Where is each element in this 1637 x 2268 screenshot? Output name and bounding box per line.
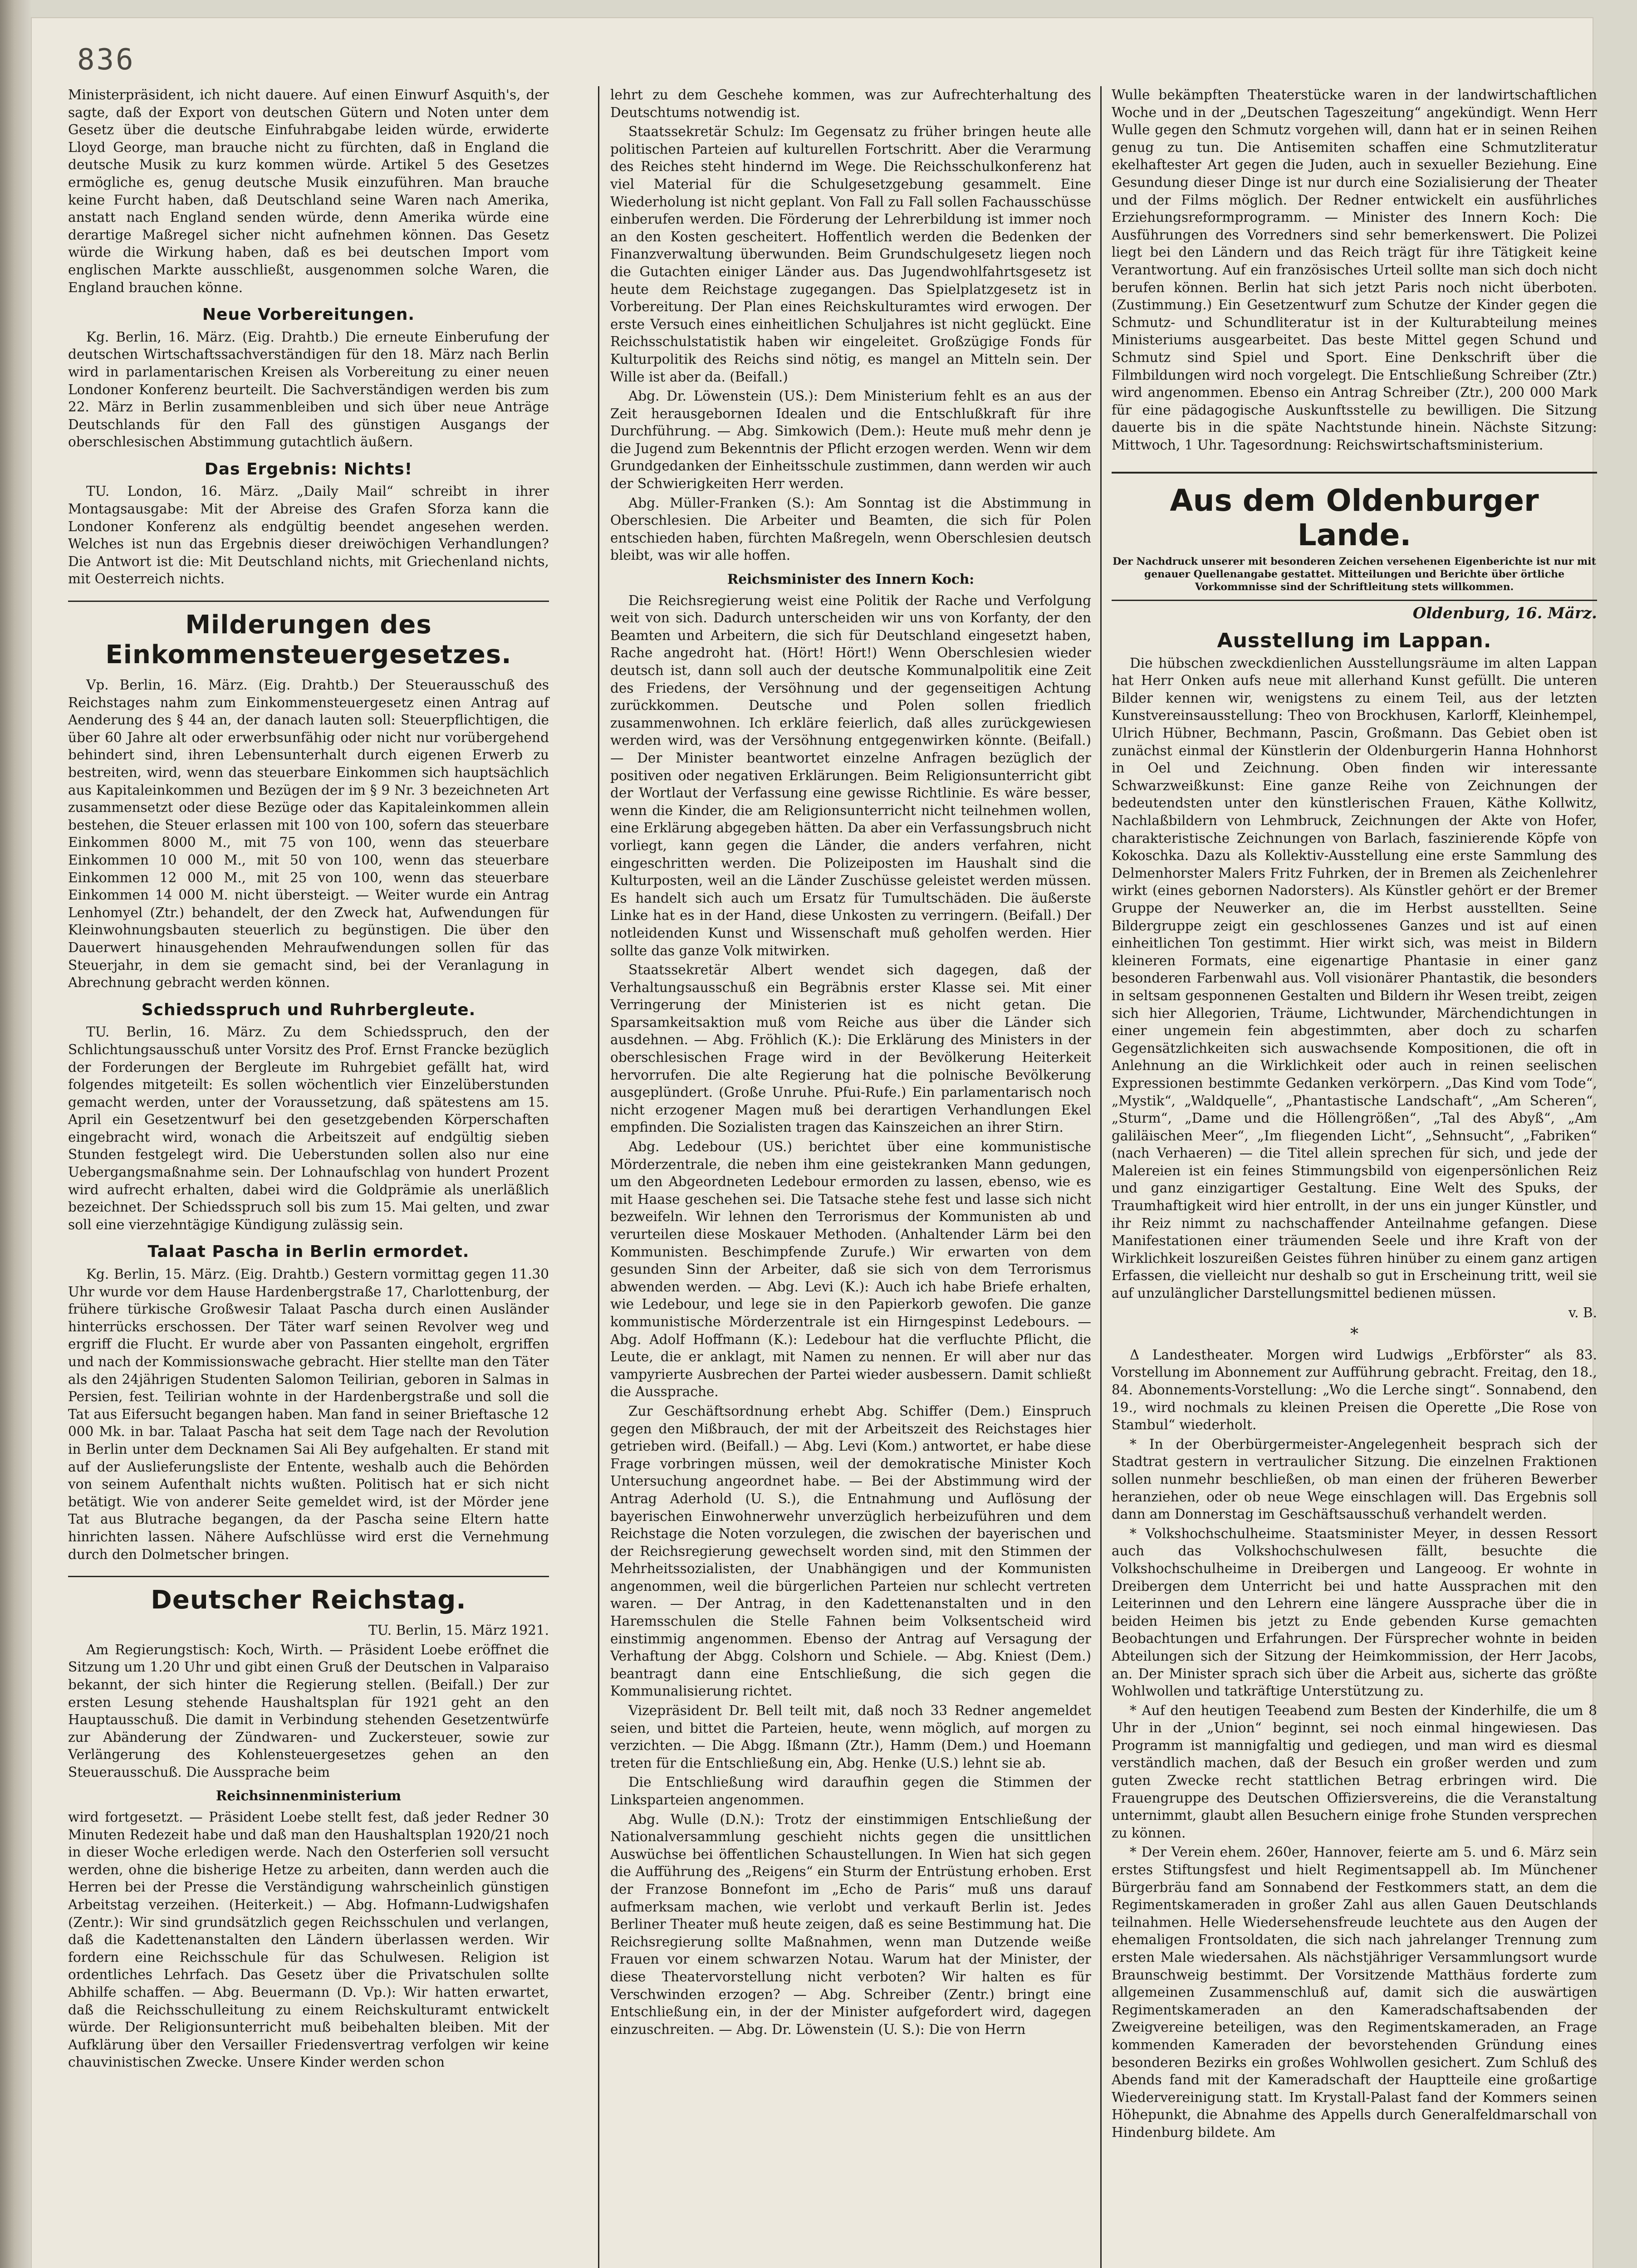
paragraph: wird fortgesetzt. — Präsident Loebe stellt fest, daß jeder Redner 30 Minuten Redezeit habe und daß man den Haushaltsplan 1920/21 noch in dieser Woche erledigen werde. Nach den Osterferien soll versucht werden, ohne die bisherige Hetze zu arbeiten, dann werden auch die Herren bei der Presse die Verständigung wahrscheinlich günstigen Arbeitstag verzeihen. (Heiterkeit.) — Abg. Hofmann-Ludwigshafen (Zentr.): Wir sind grundsätzlich gegen Reichsschulen und verlangen, daß die Kadettenanstalten den Ländern überlassen werden. Wir fordern eine Reichsschule für das Schulwesen. Religion ist ordentliches Lehrfach. Das Gesetz über die Privatschulen sollte Abhilfe schaffen. — Abg. Beuermann (D. Vp.): Wir hatten erwartet, daß die Reichsschulleitung zu einem Reichskulturamt entwickelt würde. Der Religionsunterricht muß beibehalten bleiben. Mit der Aufklärung über den Versailler Friedensvertrag verfolgen wir keine chauvinistischen Zwecke. Unsere Kinder werden schon <box>68 1809 549 2070</box>
paragraph: Ministerpräsident, ich nicht dauere. Auf einen Einwurf Asquith's, der sagte, daß der Export von deutschen Gütern und Noten unter dem Gesetz über die deutsche Einfuhrabgabe leiden würde, erwiderte Lloyd George, man brauche nicht zu fürchten, daß in England die deutsche Musik zu kurz kommen würde. Artikel 5 des Gesetzes ermögliche es, genug deutsche Musik einzuführen. Man brauche keine Furcht haben, daß Deutschland seine Waren nach Amerika, anstatt nach England senden würde, denn Amerika würde eine derartige Maßregel sicher nicht aufnehmen können. Das Gesetz würde die Wirkung haben, daß es bei deutschen Import vom englischen Markte ausschließt, ausgenommen solche Waren, die England brauchen könne. <box>68 87 549 295</box>
paragraph: lehrt zu dem Geschehe kommen, was zur Aufrechterhaltung des Deutschtums notwendig ist. <box>610 87 1091 120</box>
paragraph: Vizepräsident Dr. Bell teilt mit, daß noch 33 Redner angemeldet seien, und bittet die Parteien, heute, wenn möglich, auf morgen zu verzichten. — Die Abgg. Ißmann (Ztr.), Hamm (Dem.) und Hoemann treten für die Entschließung ein, Abg. Henke (U.S.) lehnt sie ab. <box>610 1703 1091 1771</box>
paragraph: * In der Oberbürgermeister-Angelegenheit besprach sich der Stadtrat gestern in vertraulicher Sitzung. Die einzelnen Fraktionen sollen nunmehr beschließen, ob man einen der früheren Bewerber heranziehen, oder ob neue Wege einschlagen will. Das Ergebnis soll dann am Donnerstag im Geschäftsausschuß verhandelt werden. <box>1112 1436 1597 1522</box>
dateline-oldenburg: Oldenburg, 16. März. <box>1412 604 1597 623</box>
headline-neue-vorbereitungen: Neue Vorbereitungen. <box>202 305 415 324</box>
headline-ergebnis-nichts: Das Ergebnis: Nichts! <box>204 459 413 479</box>
paragraph: Kg. Berlin, 16. März. (Eig. Drahtb.) Die erneute Einberufung der deutschen Wirtschaftssachverständigen für den 18. März nach Berlin wird in parlamentarischen Kreisen als Vorbereitung zu einer neuen Londoner Konferenz beurteilt. Die Sachverständigen werden bis zum 22. März in Berlin zusammenbleiben und sich über neue Anträge Deutschlands für den Fall des günstigen Ausgangs der oberschlesischen Abstimmung gutachtlich äußern. <box>68 329 549 450</box>
page-number: 836 <box>77 43 135 77</box>
column-rule <box>598 86 599 2268</box>
paragraph: Abg. Dr. Löwenstein (US.): Dem Ministerium fehlt es an aus der Zeit herausgebornen Idealen und die Entschlußkraft für ihre Durchführung. — Abg. Simkowich (Dem.): Heute muß mehr denn je die Jugend zum Bekenntnis der Pflicht erzogen werden. Wenn wir dem Grundgedanken der Einheitsschule zustimmen, dann werden wir auch der Schwierigkeiten Herr werden. <box>610 388 1091 492</box>
headline-einkommensteuer: Milderungen des Einkommensteuergesetzes. <box>68 601 549 670</box>
column-1 <box>68 86 549 2073</box>
paragraph: Die hübschen zweckdienlichen Ausstellungsräume im alten Lappan hat Herr Onken aufs neue mit allerhand Kunst gefüllt. Die unteren Bilder kennen wir, wenigstens zu einem Teil, aus der letzten Kunstvereinsausstellung: Theo von Brockhusen, Karlorff, Kleinhempel, Ulrich Hübner, Bechmann, Pascin, Großmann. Das Gebiet oben ist zunächst einmal der Künstlerin der Oldenburgerin Hanna Hohnhorst in Oel und Zeichnung. Oben finden wir interessante Schwarzweißkunst: Eine ganze Reihe von Zeichnungen der bedeutendsten unter den künstlerischen Frauen, Käthe Kollwitz, Nachlaßbildern von Lehmbruck, Zeichnungen der Akte von Hofer, charakteristische Zeichnungen von Barlach, faszinierende Köpfe von Kokoschka. Dazu als Kollektiv-Ausstellung eine erste Sammlung des Delmenhorster Malers Fritz Fuhrken, der in Bremen als Zeichenlehrer wirkt (eines gebornen Nadorsters). Als Künstler gehört er der Bremer Gruppe der Neuwerker an, die im Herbst ausstellten. Seine Bildergruppe zeigt ein geschlossenes Ganzes und ist auf einen einheitlichen Ton gestimmt. Hier wirkt sich, was meist in Bildern kleineren Formats, eine eigenartige Phantasie in einer ganz besonderen Farbenwahl aus. Voll visionärer Phantastik, die besonders in seltsam gesponnenen Gestalten und Bildern ihr Wesen treibt, zeigen sich hier Allegorien, Träume, Lichtwunder, Märchendichtungen in einer ungemein fein abgestimmten, aber doch zu scharfen Gegensätzlichkeiten sich auswachsende Kompositionen, die oft in Anlehnung an die Wirklichkeit oder auch in reinen seelischen Expressionen bestimmte Gedanken verkörpern. „Das Kind vom Tode“, „Mystik“, „Waldquelle“, „Phantastische Landschaft“, „Am Scheren“, „Sturm“, „Dame und die Höllengrößen“, „Tal des Abyß“, „Am galiläischen Meer“, „Im fliegenden Licht“, „Sehnsucht“, „Fabriken“ (nach Verhaeren) — die Titel allein sprechen für sich, und jede der Malereien ist ein feines Stimmungsbild von eigenpersönlichen Reiz und ganz einzigartiger Gestaltung. Eine Welt des Spuks, der Traumhaftigkeit wird hier entrollt, in der uns ein junger Künstler, und ihr Reiz nimmt zu nachschaffender Anteilnahme gefangen. Diese Manifestationen einer träumenden Seele und ihre Kraft von der Wirklichkeit loszureißen Geistes führen hinüber zu einem ganz artigen Erfassen, die vielleicht nur deshalb so gut in Erscheinung tritt, weil sie auf unzulänglicher Darstellungsmittel bedienen müssen. <box>1112 655 1597 1301</box>
headline-oldenburger-lande: Aus dem Oldenburger Lande. <box>1112 472 1597 552</box>
paragraph: Abg. Müller-Franken (S.): Am Sonntag ist die Abstimmung in Oberschlesien. Die Arbeiter und Beamten, die sich für Polen entschieden haben, fürchten Maßregeln, wenn Oberschlesien deutsch bleibt, was wir alle hoffen. <box>610 495 1091 563</box>
divider <box>1112 600 1597 601</box>
paragraph: Zur Geschäftsordnung erhebt Abg. Schiffer (Dem.) Einspruch gegen den Mißbrauch, der mit der Arbeitszeit des Reichstages hier getrieben wird. (Beifall.) — Abg. Levi (Kom.) antwortet, er habe diese Frage vorbringen müssen, weil der demokratische Minister Koch Untersuchung angeordnet habe. — Bei der Abstimmung wird der Antrag Aderhold (U. S.), die Entnahmung und Auflösung der bayerischen Einwohnerwehr unverzüglich herbeizuführen und dem Reichstage die Noten vorzulegen, die zwischen der bayerischen und der Reichsregierung gewechselt worden sind, mit den Stimmen der Mehrheitssozialisten, der Unabhängigen und der Kommunisten angenommen, weil die bürgerlichen Parteien nur schlecht vertreten waren. — Der Antrag, in den Kadettenanstalten und in den Haremsschulen die Stelle Fahnen beim Volksentscheid wird einstimmig angenommen. Ebenso der Antrag auf Versagung der Verhaftung der Abgg. Colshorn und Schiele. — Abg. Kniest (Dem.) beantragt dann eine Entschließung, die sich gegen die Kommunalisierung richtet. <box>610 1403 1091 1699</box>
dateline: TU. Berlin, 15. März 1921. <box>368 1623 549 1638</box>
paragraph: * Volkshochschulheime. Staatsminister Meyer, in dessen Ressort auch das Volkshochschulwesen fällt, besuchte die Volkshochschulheime in Dreibergen und Langeoog. Er wohnte in Dreibergen dem Unterricht bei und hatte Aussprachen mit den Leiterinnen und den Lehrern eine längere Aussprache über die in beiden Heimen bis jetzt zu Ende gebenden Kurse gemachten Beobachtungen und Erfahrungen. Der Fürsprecher wohnte in beiden Abteilungen sich der Sitzung der Heimkommission, der Herr Jacobs, an. Der Minister sprach sich über die Arbeit aus, sicherte das größte Wohlwollen und tatkräftige Unterstützung zu. <box>1112 1525 1597 1699</box>
book-binding <box>0 0 32 2268</box>
paragraph: Abg. Ledebour (US.) berichtet über eine kommunistische Mörderzentrale, die neben ihm eine geistekranken Mann gedungen, um den Abgeordneten Ledebour ermorden zu lassen, ebenso, wie es mit Haase geschehen sei. Die Tatsache stehe fest und lasse sich nicht bezweifeln. Wir lehnen den Terrorismus der Kommunisten ab und verurteilen diese Moskauer Methoden. (Anhaltender Lärm bei den Kommunisten. Beschimpfende Zurufe.) Wir erwarten von dem gesunden Sinn der Arbeiter, daß sie sich von dem Terrorismus abwenden werden. — Abg. Levi (K.): Auch ich habe Briefe erhalten, wie Ledebour, und lege sie in den Papierkorb gewofen. Die ganze kommunistische Mörderzentrale ist ein Hirngespinst Ledebours. — Abg. Adolf Hoffmann (K.): Ledebour hat die verfluchte Pflicht, die Leute, die er anklagt, mit Namen zu nennen. Er will aber nur das vampyrierte Ausbrechen der Partei wieder ausbessern. Damit schließt die Aussprache. <box>610 1139 1091 1400</box>
paragraph: Am Regierungstisch: Koch, Wirth. — Präsident Loebe eröffnet die Sitzung um 1.20 Uhr und gibt einen Gruß der Deutschen in Valparaiso bekannt, der sich hinter die Regierung stellen. (Beifall.) Der zur ersten Lesung stehende Haushaltsplan für 1921 geht an den Hauptausschuß. Die damit in Verbindung stehenden Gesetzentwürfe zur Abänderung der Zündwaren- und Zuckersteuer, sowie zur Verlängerung des Kohlensteuergesetzes gehen an den Steuerausschuß. Die Aussprache beim <box>68 1642 549 1780</box>
paragraph: Die Reichsregierung weist eine Politik der Rache und Verfolgung weit von sich. Dadurch unterscheiden wir uns von Korfanty, der den Beamten und Arbeitern, die sich für Deutschland eingesetzt haben, Rache angedroht hat. (Hört! Hört!) Wenn Oberschlesien wieder deutsch ist, dann soll auch der deutsche Kommunalpolitik eine Zeit des Friedens, der Versöhnung und der gegenseitigen Achtung zurückkommen. Deutsche und Polen sollen friedlich zusammenwohnen. Ich erkläre feierlich, daß alles zurückgewiesen werden wird, was der Versöhnung entgegenwirken könnte. (Beifall.) — Der Minister beantwortet einzelne Anfragen bezüglich der positiven oder negativen Erklärungen. Beim Religionsunterricht gibt der Wortlaut der Verfassung eine gewisse Richtlinie. Es wäre besser, wenn die Kinder, die am Religionsunterricht nicht teilnehmen wollen, eine Erklärung abgegeben hätten. Da aber ein Verfassungsbruch nicht vorliegt, kann gegen die Länder, die anders verfahren, nicht eingeschritten werden. Die Polizeiposten im Haushalt sind die Kulturposten, weil an die Länder Zuschüsse geleistet werden müssen. Es handelt sich auch um Ersatz für Tumultschäden. Die äußerste Linke hat es in der Hand, diese Unkosten zu verringern. (Beifall.) Der notleidenden Kunst und Wissenschaft muß geholfen werden. Hier sollte das ganze Volk mitwirken. <box>610 592 1091 958</box>
signature: v. B. <box>1568 1305 1597 1320</box>
paragraph: TU. Berlin, 16. März. Zu dem Schiedsspruch, den der Schlichtungsausschuß unter Vorsitz des Prof. Ernst Francke bezüglich der Forderungen der Bergleute im Ruhrgebiet gefällt hat, wird folgendes mitgeteilt: Es sollen wöchentlich vier Einzelüberstunden gemacht werden, unter der Voraussetzung, daß spätestens am 15. April ein Gesetzentwurf bei den gesetzgebenden Körperschaften eingebracht wird, wonach die Arbeitszeit auf endgültig sieben Stunden festgelegt wird. Die Ueberstunden sollen also nur eine Uebergangsmaßnahme sein. Der Lohnaufschlag von hundert Prozent wird aufrecht erhalten, dabei wird die Goldprämie als unerläßlich bezeichnet. Der Schiedsspruch soll bis zum 15. Mai gelten, und zwar soll eine vierzehntägige Kündigung zulässig sein. <box>68 1024 549 1232</box>
paragraph: Wulle bekämpften Theaterstücke waren in der landwirtschaftlichen Woche und in der „Deutschen Tageszeitung“ angekündigt. Wenn Herr Wulle gegen den Schmutz vorgehen will, dann hat er in seinen Reihen genug zu tun. Die Antisemiten schaffen eine Schmutzliteratur ekelhaftester Art gegen die Juden, auch in sexueller Beziehung. Eine Gesundung dieser Dinge ist nur durch eine Sozialisierung der Theater und der Films möglich. Der Redner entwickelt ein ausführliches Erziehungsreformprogramm. — Minister des Innern Koch: Die Ausführungen des Vorredners sind sehr bemerkenswert. Die Polizei liegt bei den Ländern und das Reich trägt für ihre Tätigkeit keine Verantwortung. Auf ein französisches Urteil sollte man sich doch nicht berufen können. Berlin hat sich jetzt Paris noch nicht überboten. (Zustimmung.) Ein Gesetzentwurf zum Schutze der Kinder gegen die Schmutz- und Schundliteratur ist in der Kulturabteilung meines Ministeriums ausgearbeitet. Das beste Mittel gegen Schund und Schmutz sind Spiel und Sport. Eine Denkschrift über die Filmbildungen wird noch vorgelegt. Die Entschließung Schreiber (Ztr.) wird angenommen. Ebenso ein Antrag Schreiber (Ztr.), 200 000 Mark für eine pädagogische Auskunftsstelle zu bewilligen. Die Sitzung dauerte bis in die späte Nachtstunde hinein. Nächste Sitzung: Mittwoch, 1 Uhr. Tagesordnung: Reichswirtschaftsministerium. <box>1112 87 1597 453</box>
paragraph: Kg. Berlin, 15. März. (Eig. Drahtb.) Gestern vormittag gegen 11.30 Uhr wurde vor dem Hause Hardenbergstraße 17, Charlottenburg, der frühere türkische Großwesir Talaat Pascha durch einen Ausländer hinterrücks erschossen. Der Täter warf seinen Revolver weg und ergriff die Flucht. Er wurde aber von Passanten eingeholt, ergriffen und nach der Kommissionswache gebracht. Hier stellte man den Täter als den 24jährigen Studenten Salomon Teilirian, geboren in Salmas in Persien, fest. Teilirian wohnte in der Hardenbergstraße und soll die Tat aus Eifersucht begangen haben. Man fand in seiner Brieftasche 12 000 Mk. in bar. Talaat Pascha hat seit dem Tage nach der Revolution in Berlin unter dem Decknamen Sai Ali Bey aufgehalten. Er stand mit auf der Auslieferungsliste der Entente, weshalb auch die Behörden von seinem Aufenthalt nichts wußten. Politisch hat er sich nicht betätigt. Wie von anderer Seite gemeldet wird, ist der Mörder jene Tat aus Blutrache begangen, da der Pascha seine Eltern hatte hinrichten lassen. Nähere Aufschlüsse wird erst die Vernehmung durch den Dolmetscher bringen. <box>68 1266 549 1562</box>
paragraph: * Der Verein ehem. 260er, Hannover, feierte am 5. und 6. März sein erstes Stiftungsfest und hielt Regimentsappell ab. Im Münchener Bürgerbräu fand am Sonnabend der Festkommers statt, an dem die Regimentskameraden in großer Zahl aus allen Gauen Deutschlands teilnahmen. Helle Wiedersehensfreude leuchtete aus den Augen der ehemaligen Frontsoldaten, die sich nach jahrelanger Trennung zum ersten Male wiedersahen. Als nächstjähriger Versammlungsort wurde Braunschweig bestimmt. Der Vorsitzende Matthäus forderte zum allgemeinen Zusammenschluß auf, damit sich die auswärtigen Regimentskameraden an den Kameradschaftsabenden der Zweigvereine beteiligen, was den Regimentskameraden, an Frage kommenden Kameraden der bevorstehenden Gründung eines besonderen Bezirks ein großes Wohlwollen gesichert. Zum Schluß des Abends fand mit der Kameradschaft der Hauptteile eine großartige Wiedervereinigung statt. Im Krystall-Palast fand der Kommers seinen Höhepunkt, die Abnahme des Appells durch Generalfeldmarschall von Hindenburg bildete. Am <box>1112 1844 1597 2140</box>
headline-schiedsspruch: Schiedsspruch und Ruhrbergleute. <box>141 1000 476 1019</box>
paragraph: Staatssekretär Albert wendet sich dagegen, daß der Verhaltungsausschuß ein Begräbnis erster Klasse sei. Mit einer Verringerung der Ministerien ist es nicht getan. Die Sparsamkeitsaktion muß vom Reiche aus über die Länder sich ausdehnen. — Abg. Fröhlich (K.): Die Erklärung des Ministers in der oberschlesischen Frage wird in der Bevölkerung Heiterkeit hervorrufen. Die alte Regierung hat die polnische Bevölkerung ausgeplündert. (Große Unruhe. Pfui-Rufe.) Ein parlamentarisch noch nicht erzogener Magen muß bei derartigen Verhandlungen Ekel empfinden. Die Sozialisten tragen das Kainszeichen an ihrer Stirn. <box>610 962 1091 1135</box>
paragraph: Δ Landestheater. Morgen wird Ludwigs „Erbförster“ als 83. Vorstellung im Abonnement zur Aufführung gebracht. Freitag, den 18., 84. Abonnements-Vorstellung: „Wo die Lerche singt“. Sonnabend, den 19., wird nochmals zu kleinen Preisen die Operette „Die Rose von Stambul“ wiederholt. <box>1112 1347 1597 1433</box>
paragraph: Die Entschließung wird daraufhin gegen die Stimmen der Linksparteien angenommen. <box>610 1774 1091 1808</box>
paragraph: Vp. Berlin, 16. März. (Eig. Drahtb.) Der Steuerausschuß des Reichstages nahm zum Einkommensteuergesetz einen Antrag auf Aenderung des § 44 an, der danach lauten soll: Steuerpflichtigen, die über 60 Jahre alt oder erwerbsunfähig oder nicht nur vorübergehend behindert sind, ihren Lebensunterhalt durch eigenen Erwerb zu bestreiten, wird, wenn das steuerbare Einkommen sich hauptsächlich aus Kapitaleinkommen und Bezügen der im § 9 Nr. 3 bezeichneten Art zusammensetzt oder diese Bezüge oder das Kapitaleinkommen allein bestehen, die Steuer erlassen mit 100 von 100, sofern das steuerbare Einkommen 8000 M., mit 75 von 100, wenn das steuerbare Einkommen 10 000 M., mit 50 von 100, wenn das steuerbare Einkommen 12 000 M., mit 25 von 100, wenn das steuerbare Einkommen 14 000 M. nicht übersteigt. — Weiter wurde ein Antrag Lenhomyel (Ztr.) behandelt, der den Zweck hat, Aufwendungen für Kleinwohnungsbauten steuerlich zu begünstigen. Die über den Dauerwert hinausgehenden Mehraufwendungen sollen für das Steuerjahr, in dem sie gemacht sind, bei der Veranlagung in Abrechnung gebracht werden können. <box>68 677 549 991</box>
paragraph: Abg. Wulle (D.N.): Trotz der einstimmigen Entschließung der Nationalversammlung geschieht nichts gegen die unsittlichen Auswüchse bei öffentlichen Schaustellungen. In Wien hat sich gegen die Aufführung des „Reigens“ ein Sturm der Entrüstung erhoben. Erst der Franzose Bonnefont im „Echo de Paris“ muß uns darauf aufmerksam machen, wie verlobt und verkauft Berlin ist. Jedes Berliner Theater muß heute zeigen, daß es seine Bestimmung hat. Die Reichsregierung sollte Maßnahmen, wenn man Dutzende weiße Frauen vor einem schwarzen Notau. Warum hat der Minister, der diese Theatervorstellung nicht verboten? Wir halten es für Verschwinden erzogen? — Abg. Schreiber (Zentr.) bringt eine Entschließung ein, in der der Minister aufgefordert wird, dagegen einzuschreiten. — Abg. Dr. Löwenstein (U. S.): Die von Herrn <box>610 1811 1091 2037</box>
paragraph: Staatssekretär Schulz: Im Gegensatz zu früher bringen heute alle politischen Parteien auf kulturellen Fortschritt. Aber die Verarmung des Reiches steht hindernd im Wege. Die Reichsschulkonferenz hat viel Material für die Schulgesetzgebung gesammelt. Eine Wiederholung ist nicht geplant. Von Fall zu Fall sollen Fachausschüsse einberufen werden. Die Förderung der Lehrerbildung ist immer noch an den Kosten gescheitert. Hoffentlich werden die Bedenken der Finanzverwaltung überwunden. Beim Grundschulgesetz liegen noch die Gutachten einiger Länder aus. Das Jugendwohlfahrtsgesetz ist heute dem Reichstage zugegangen. Das Spielplatzgesetz ist in Vorbereitung. Der Plan eines Reichskulturamtes wird erwogen. Der erste Versuch eines einheitlichen Schuljahres ist nicht geglückt. Eine Reichsschulstatistik haben wir eingeleitet. Großzügige Fonds für Kulturpolitik des Reichs sind nötig, es mangel an Mitteln sein. Der Wille ist aber da. (Beifall.) <box>610 124 1091 385</box>
reprint-notice: Der Nachdruck unserer mit besonderen Zeichen versehenen Eigenberichte ist nur mit genauer Quellenangabe gestattet. Mitteilungen und Berichte über örtliche Vorkommnisse sind der Schriftleitung stets willkommen. <box>1113 556 1596 593</box>
column-2 <box>610 86 1091 2040</box>
subheading-reichsinnenministerium: Reichsinnenministerium <box>216 1788 402 1804</box>
headline-ausstellung-lappan: Ausstellung im Lappan. <box>1217 629 1492 653</box>
column-3 <box>1112 86 1597 2143</box>
paragraph: TU. London, 16. März. „Daily Mail“ schreibt in ihrer Montagsausgabe: Mit der Abreise des Grafen Sforza kann die Londoner Konferenz als endgültig beendet angesehen werden. Welches ist nun das Ergebnis dieser dreiwöchigen Verhandlungen? Die Antwort ist die: Mit Deutschland nichts, mit Griechenland nichts, mit Oesterreich nichts. <box>68 484 549 587</box>
column-rule <box>1100 86 1102 2268</box>
subheading-reichsminister-koch: Reichsminister des Innern Koch: <box>727 571 975 587</box>
paragraph: * Auf den heutigen Teeabend zum Besten der Kinderhilfe, die um 8 Uhr in der „Union“ beginnt, sei noch einmal hingewiesen. Das Programm ist mannigfaltig und gediegen, und man wird es diesmal verständlich machen, daß der Besuch ein großer werden und zum guten Zwecke recht stattlichen Betrag erbringen wird. Die Frauengruppe des Deutschen Offiziersvereins, die die Veranstaltung unternimmt, glaubt allen Besuchern einige frohe Stunden versprechen zu können. <box>1112 1702 1597 1841</box>
headline-deutscher-reichstag: Deutscher Reichstag. <box>68 1576 549 1615</box>
headline-talaat-pascha: Talaat Pascha in Berlin ermordet. <box>147 1242 470 1261</box>
asterisk-separator: * <box>1350 1325 1358 1344</box>
